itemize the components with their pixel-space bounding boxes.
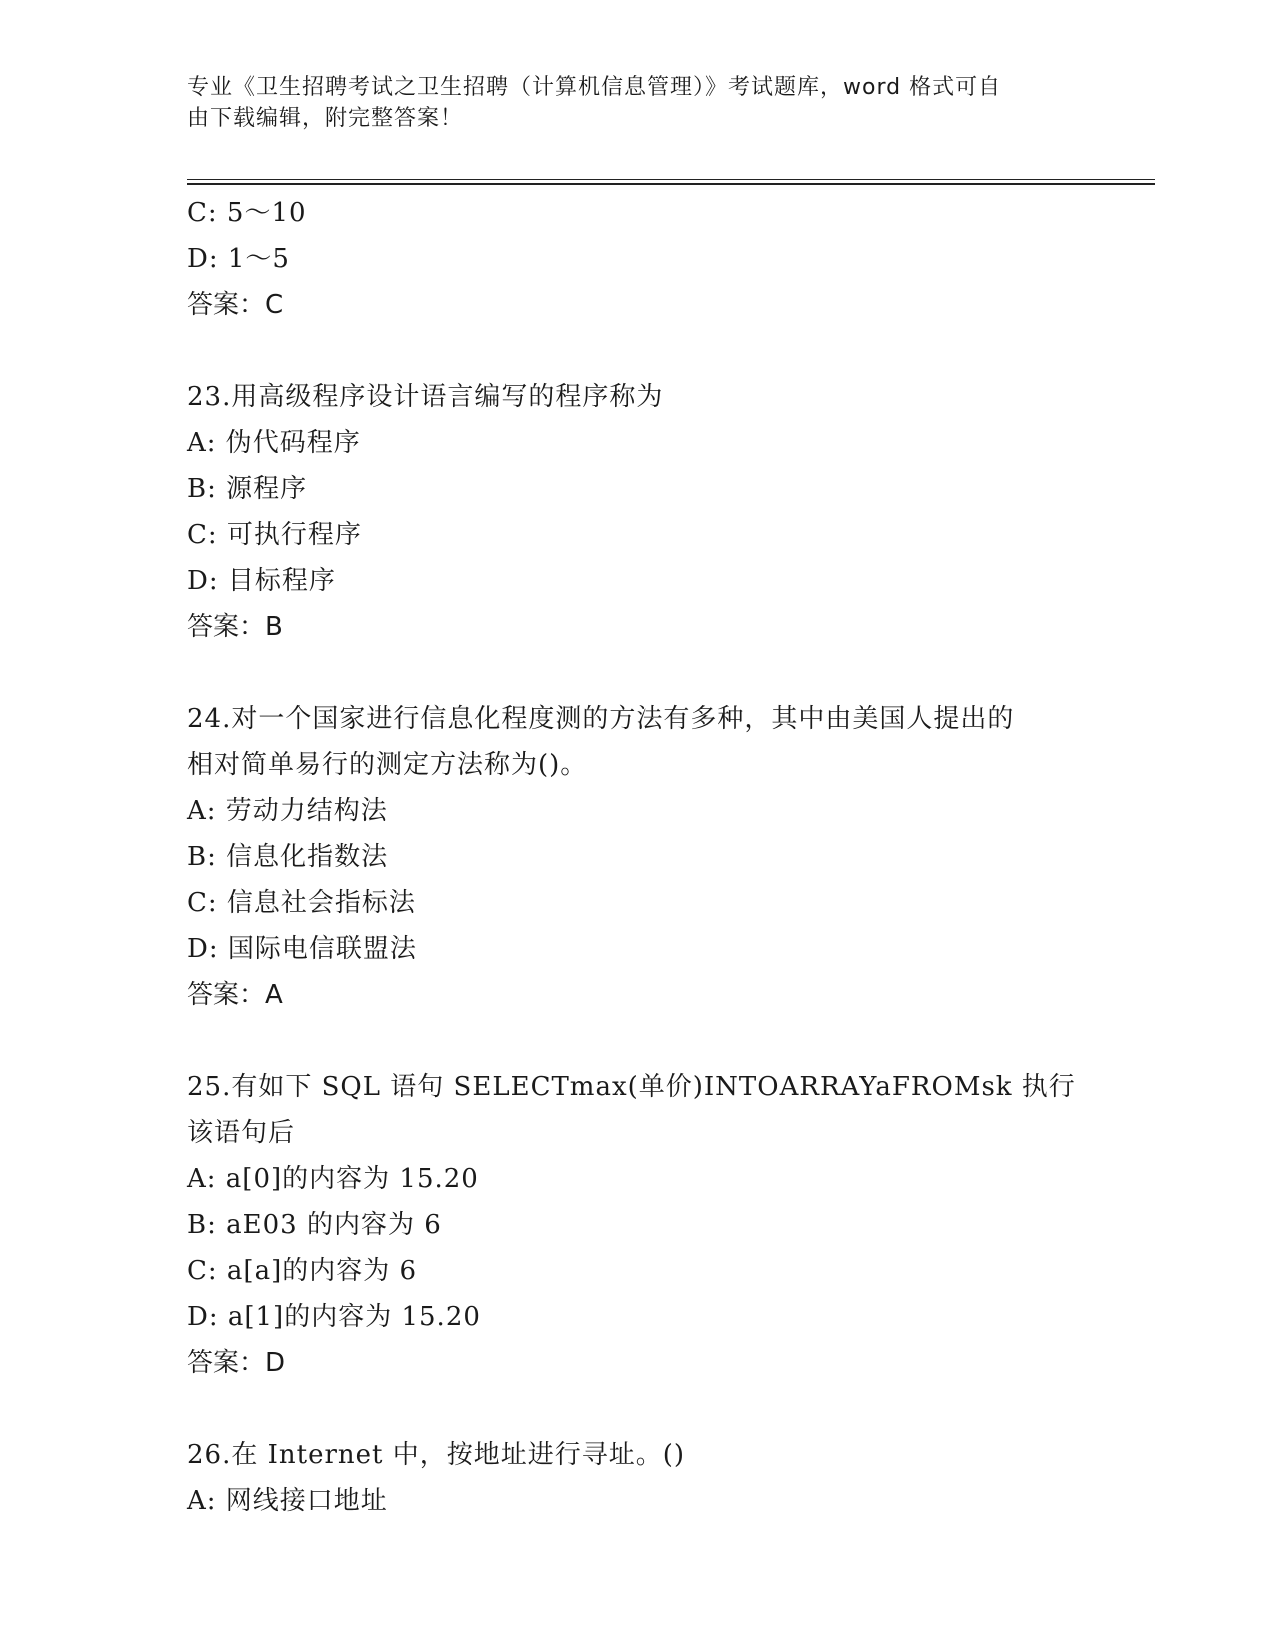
answer-line: 答案：A — [187, 980, 283, 1010]
question-25 — [187, 1064, 1087, 1386]
option-c: C: a[a]的内容为 6 — [187, 1256, 418, 1286]
header-divider-thick — [187, 183, 1155, 185]
spacer — [187, 1386, 1087, 1432]
spacer — [187, 1018, 1087, 1064]
option-b: B: 信息化指数法 — [187, 842, 389, 872]
option-d: D: a[1]的内容为 15.20 — [187, 1302, 481, 1332]
question-text: 23.用高级程序设计语言编写的程序称为 — [187, 382, 664, 412]
option-a: A: 网线接口地址 — [187, 1486, 388, 1516]
header-line-2: 由下载编辑，附完整答案！ — [187, 106, 464, 131]
document-header — [187, 72, 1087, 134]
question-23 — [187, 374, 1087, 650]
question-26 — [187, 1432, 1087, 1524]
option-c: C: 可执行程序 — [187, 520, 362, 550]
question-22 — [187, 190, 1087, 328]
option-a: A: a[0]的内容为 15.20 — [187, 1164, 479, 1194]
option-a: A: 伪代码程序 — [187, 428, 361, 458]
answer-line: 答案：D — [187, 1348, 286, 1378]
option-b: B: 源程序 — [187, 474, 308, 504]
option-a: A: 劳动力结构法 — [187, 796, 388, 826]
question-list — [187, 190, 1087, 1524]
spacer — [187, 328, 1087, 374]
question-text-line-2: 相对简单易行的测定方法称为()。 — [187, 750, 588, 780]
answer-line: 答案：C — [187, 290, 284, 320]
header-divider-thin — [187, 179, 1155, 180]
option-c: C: 信息社会指标法 — [187, 888, 416, 918]
option-c: C: 5～10 — [187, 198, 307, 228]
option-d: D: 国际电信联盟法 — [187, 934, 417, 964]
header-line-1: 专业《卫生招聘考试之卫生招聘（计算机信息管理）》考试题库，word 格式可自 — [187, 75, 1002, 100]
answer-line: 答案：B — [187, 612, 283, 642]
option-b: B: aE03 的内容为 6 — [187, 1210, 442, 1240]
spacer — [187, 650, 1087, 696]
question-text: 25.有如下 SQL 语句 SELECTmax(单价)INTOARRAYaFROMsk 执行该语句后 — [187, 1072, 1076, 1148]
option-d: D: 1～5 — [187, 244, 290, 274]
question-24 — [187, 696, 1087, 1018]
option-d: D: 目标程序 — [187, 566, 336, 596]
question-text-line-1: 24.对一个国家进行信息化程度测的方法有多种，其中由美国人提出的 — [187, 704, 1015, 734]
question-text: 26.在 Internet 中，按地址进行寻址。() — [187, 1440, 686, 1470]
